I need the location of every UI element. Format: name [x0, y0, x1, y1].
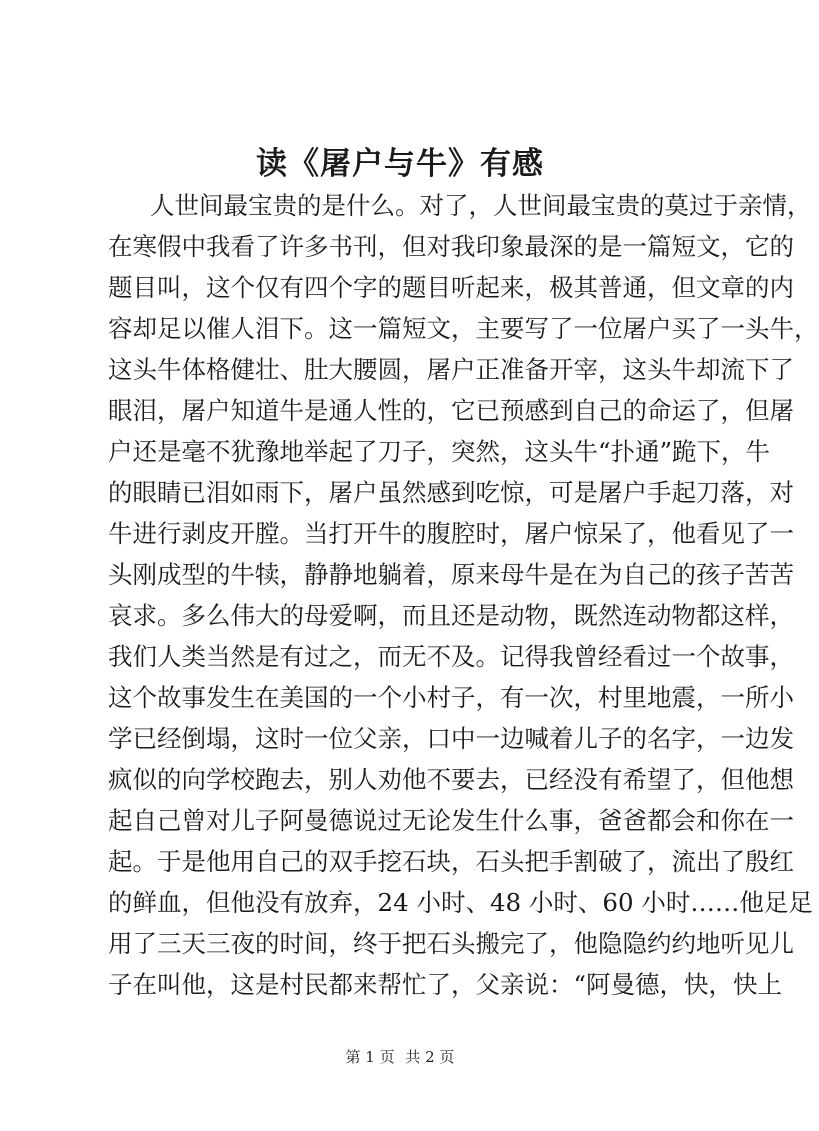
body-line: 的眼睛已泪如雨下，屠户虽然感到吃惊，可是屠户手起刀落，对	[108, 478, 794, 507]
body-line: 我们人类当然是有过之，而无不及。记得我曾经看过一个故事，	[108, 642, 794, 671]
body-line: 的鲜血，但他没有放弃，24 小时、48 小时、60 小时……他足足	[108, 888, 813, 917]
body-line: 起自己曾对儿子阿曼德说过无论发生什么事，爸爸都会和你在一	[108, 806, 794, 835]
body-line: 疯似的向学校跑去，别人劝他不要去，已经没有希望了，但他想	[108, 765, 794, 794]
body-line: 哀求。多么伟大的母爱啊，而且还是动物，既然连动物都这样，	[108, 601, 794, 630]
body-line: 人世间最宝贵的是什么。对了，人世间最宝贵的莫过于亲情，	[150, 191, 812, 220]
body-line: 学已经倒塌，这时一位父亲，口中一边喊着儿子的名字，一边发	[108, 724, 794, 753]
body-line: 用了三天三夜的时间，终于把石头搬完了，他隐隐约约地听见儿	[108, 929, 794, 958]
body-line: 户还是毫不犹豫地举起了刀子，突然，这头牛“扑通”跪下，牛	[108, 437, 771, 466]
body-line: 牛进行剥皮开膛。当打开牛的腹腔时，屠户惊呆了，他看见了一	[108, 519, 794, 548]
page-number: 第 1 页	[345, 1048, 395, 1066]
page-total: 共 2 页	[405, 1048, 455, 1066]
body-line: 在寒假中我看了许多书刊，但对我印象最深的是一篇短文，它的	[108, 232, 794, 261]
document-title: 读《屠户与牛》有感	[256, 146, 544, 182]
body-line: 子在叫他，这是村民都来帮忙了，父亲说：“阿曼德，快，快上	[108, 970, 783, 999]
body-line: 起。于是他用自己的双手挖石块，石头把手割破了，流出了殷红	[108, 847, 794, 876]
body-line: 这个故事发生在美国的一个小村子，有一次，村里地震，一所小	[108, 683, 794, 712]
body-line: 容却足以催人泪下。这一篇短文，主要写了一位屠户买了一头牛，	[108, 314, 819, 343]
body-line: 这头牛体格健壮、肚大腰圆，屠户正准备开宰，这头牛却流下了	[108, 355, 794, 384]
body-line: 头刚成型的牛犊，静静地躺着，原来母牛是在为自己的孩子苦苦	[108, 560, 794, 589]
page-footer	[0, 1046, 800, 1067]
body-line: 眼泪，屠户知道牛是通人性的，它已预感到自己的命运了，但屠	[108, 396, 794, 425]
body-line: 题目叫，这个仅有四个字的题目听起来，极其普通，但文章的内	[108, 273, 794, 302]
